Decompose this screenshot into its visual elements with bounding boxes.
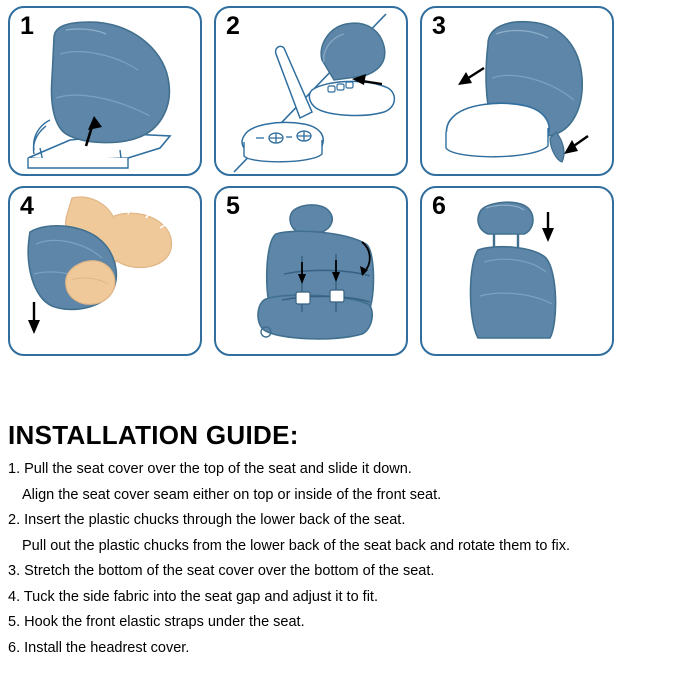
step-6-number: 6 (432, 192, 446, 220)
step-2-panel (214, 6, 408, 176)
step-3-number: 3 (432, 12, 446, 40)
step-1-illustration (10, 8, 202, 176)
list-item: 1. Pull the seat cover over the top of the seat and slide it down. (8, 461, 412, 477)
list-item: 4. Tuck the side fabric into the seat gap and adjust it to fit. (8, 588, 378, 605)
step-6-illustration (422, 188, 614, 356)
list-item: 5. Hook the front elastic straps under the seat. (8, 614, 305, 630)
list-item: 2. Insert the plastic chucks through the lower back of the seat. (8, 512, 406, 528)
list-item: Pull out the plastic chucks from the lower back of the seat back and rotate them to fix. (22, 537, 571, 554)
step-4-number: 4 (20, 192, 34, 220)
list-item: 6. Install the headrest cover. (8, 639, 190, 656)
list-item: 3. Stretch the bottom of the seat cover over the bottom of the seat. (8, 563, 435, 579)
step-3-illustration (422, 8, 614, 176)
step-1-panel (8, 6, 202, 176)
step-1-number: 1 (20, 12, 34, 40)
step-5-panel (214, 186, 408, 356)
step-3-panel (420, 6, 614, 176)
step-2-illustration (216, 8, 408, 176)
step-6-panel (420, 186, 614, 356)
step-4-illustration (10, 188, 202, 356)
step-5-number: 5 (226, 192, 240, 220)
steps-list (8, 462, 668, 666)
step-5-illustration (216, 188, 408, 356)
illustration-grid (8, 6, 671, 366)
page-title: INSTALLATION GUIDE: (8, 420, 299, 450)
list-item: Align the seat cover seam either on top or inside of the front seat. (22, 486, 442, 503)
step-4-panel (8, 186, 202, 356)
step-2-number: 2 (226, 12, 240, 40)
